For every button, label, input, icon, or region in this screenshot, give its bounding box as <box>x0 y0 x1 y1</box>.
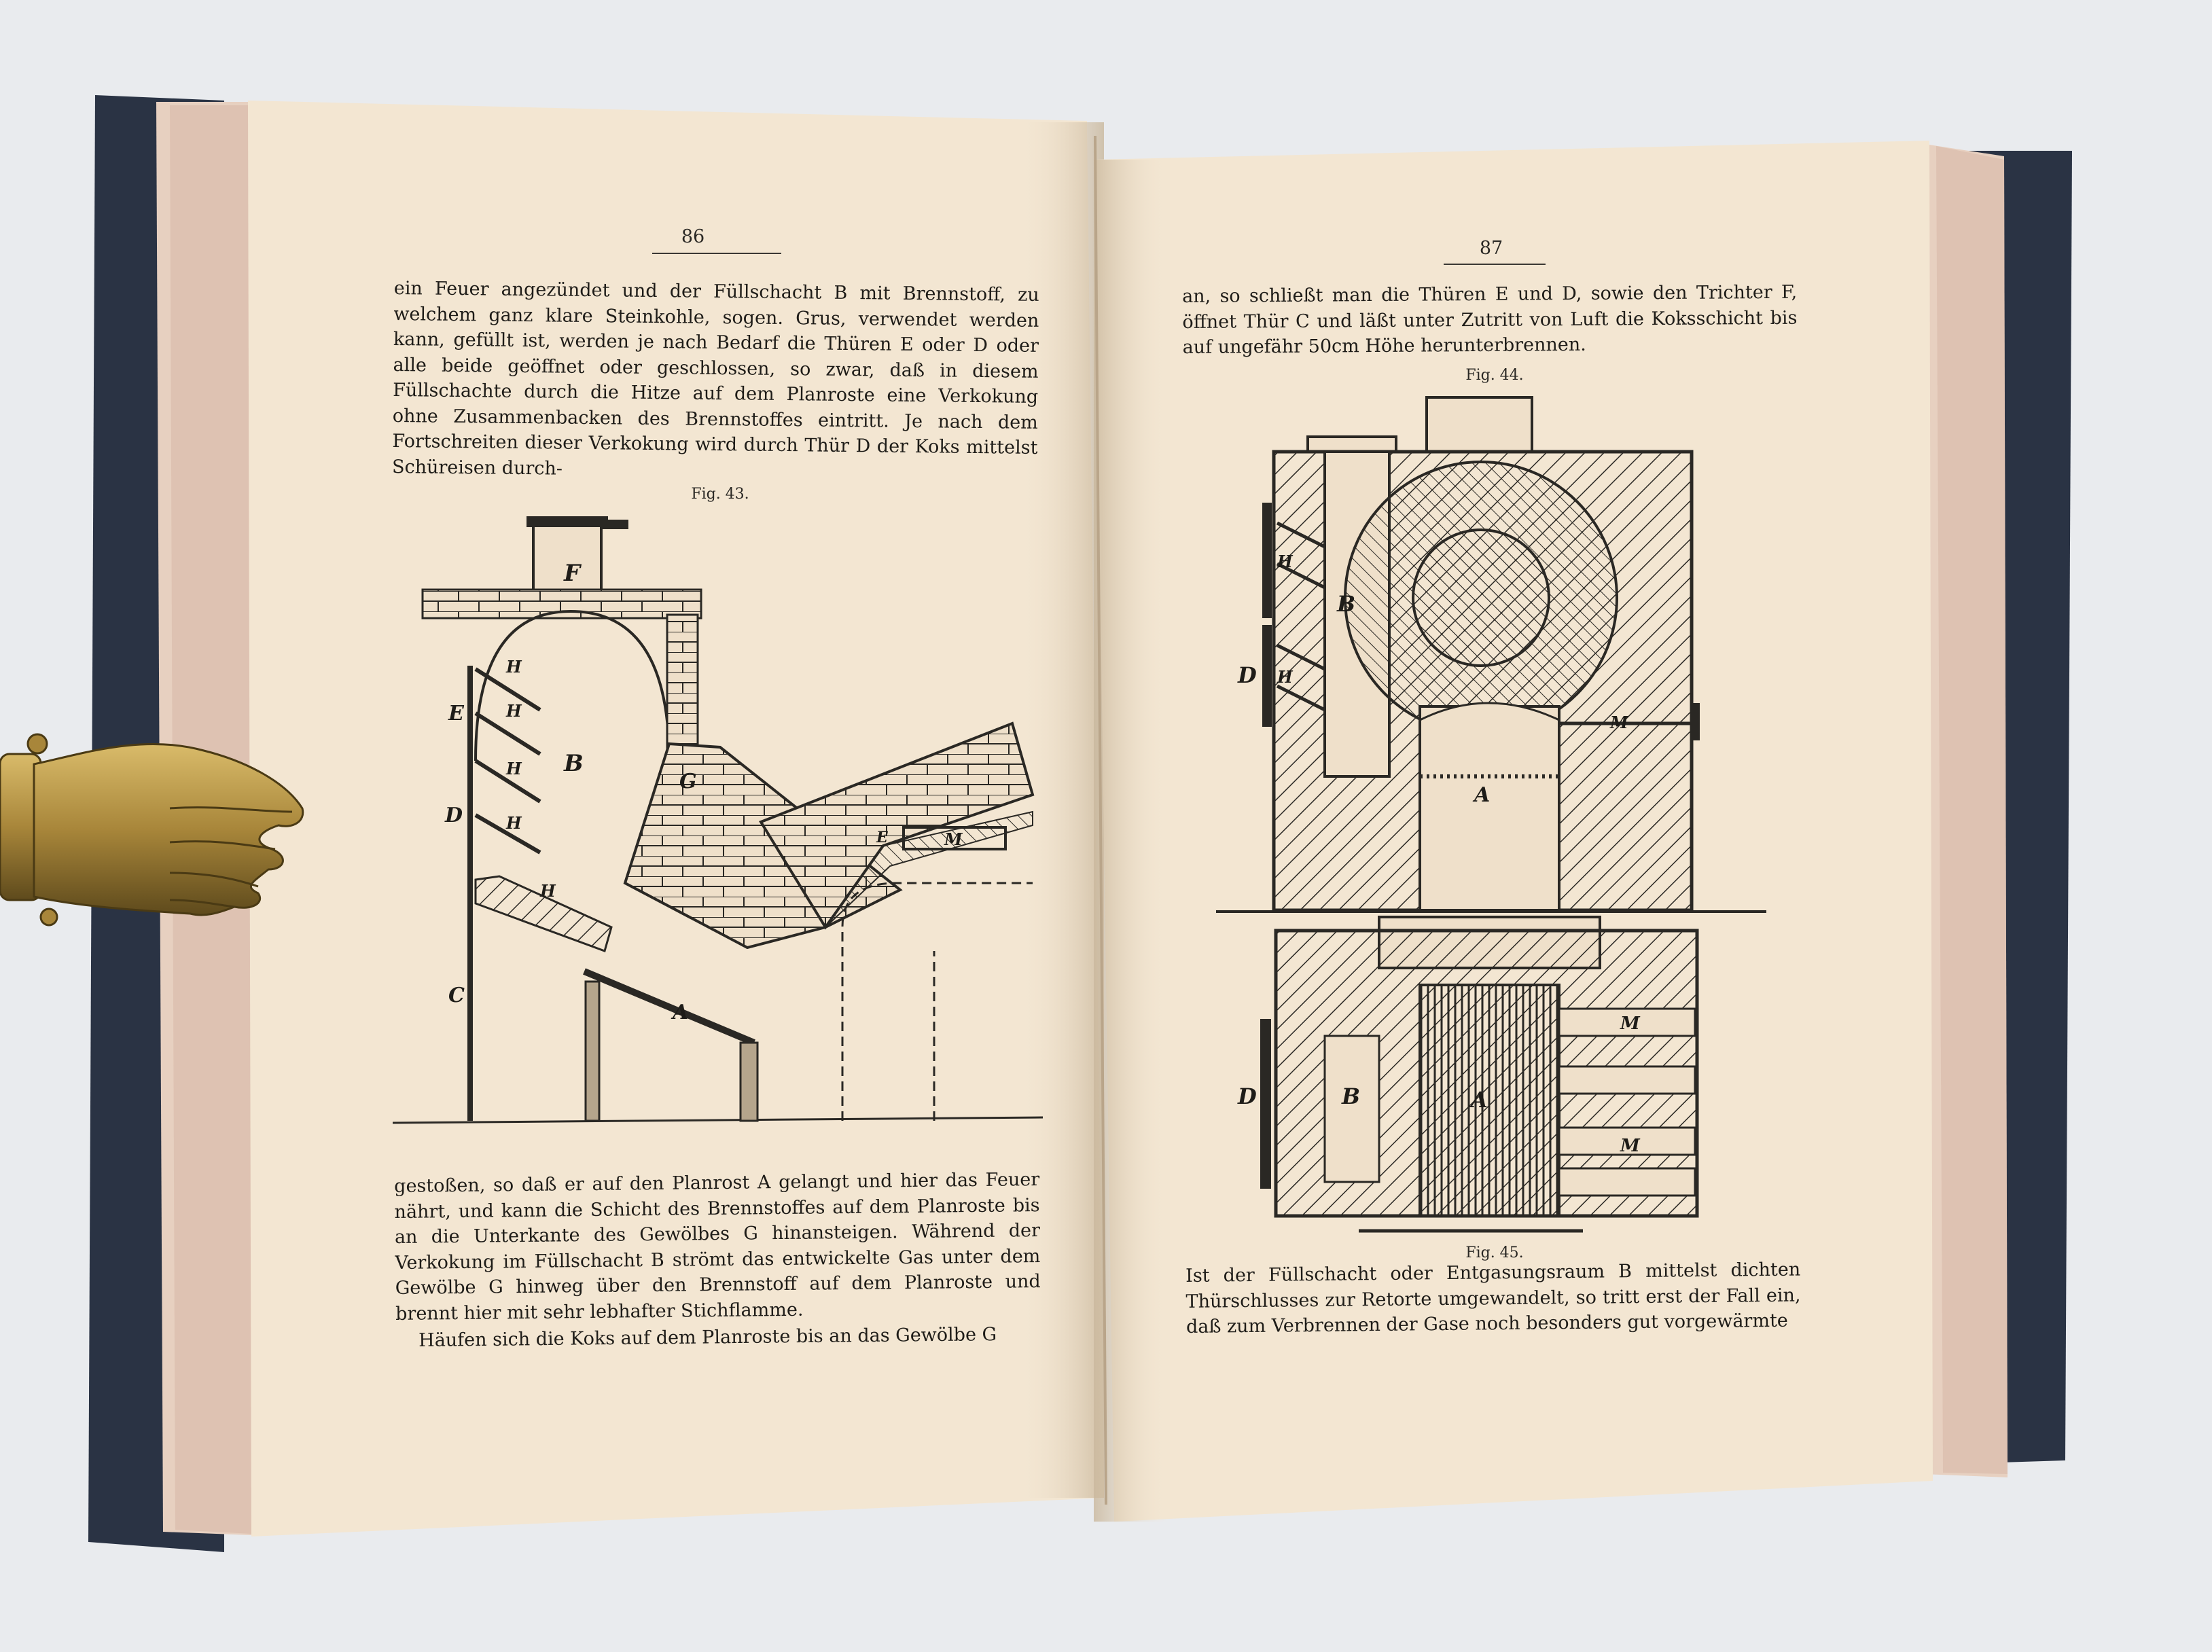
fig45-label-M1: M <box>1620 1013 1640 1034</box>
left-page-number: 86 <box>681 226 705 247</box>
figure-44 <box>1216 397 1766 912</box>
fig44-label-A: A <box>1474 783 1491 807</box>
fig45-label-M2: M <box>1620 1136 1640 1156</box>
fig45-label-B: B <box>1342 1083 1361 1109</box>
fig44-label-H1: H <box>1277 552 1293 571</box>
fig43-label-D: D <box>445 804 463 827</box>
fig43-label-E: E <box>448 702 464 725</box>
fig44-label-M: M <box>1610 713 1628 732</box>
fig43-label-G: G <box>679 770 697 793</box>
fig45-caption: Fig. 45. <box>1465 1244 1524 1261</box>
left-text-bottom-1: gestoßen, so daß er auf den Planrost A gelangt und hier das Feuer nährt, und kann die Schicht des Brennstoffes auf dem Planroste bis an die Unterkante des Gewölbes G hinansteigen. Während der Verkokung im Füllschacht B strömt das entwickelte Gas unter dem Gewölbe G hinweg über den Brennstoff auf dem Planroste und brennt hier mit sehr lebhafter Stichflamme. <box>394 1169 1041 1325</box>
fig44-label-D: D <box>1238 662 1257 688</box>
right-text-bottom: Ist der Füllschacht oder Entgasungsraum B mittelst dichten Thürschlusses zur Retorte umgewandelt, so tritt erst der Fall ein, daß zum Verbrennen der Gase noch besonders gut vorgewärmte <box>1185 1259 1801 1337</box>
fig43-label-H2: H <box>506 701 522 721</box>
fig43-label-H5: H <box>540 881 556 901</box>
fig43-label-A: A <box>673 1001 689 1024</box>
fig43-label-H4: H <box>506 813 522 833</box>
left-text-bottom-2: Häufen sich die Koks auf dem Planroste bis an das Gewölbe G <box>418 1324 997 1351</box>
fig43-label-C: C <box>448 984 465 1007</box>
fig44-label-B: B <box>1337 591 1356 617</box>
fig43-label-F: F <box>564 560 581 587</box>
fig45-label-A: A <box>1471 1087 1488 1113</box>
fig43-label-H1: H <box>506 657 522 677</box>
fig44-caption: Fig. 44. <box>1465 367 1524 384</box>
right-page-number: 87 <box>1479 238 1503 259</box>
fig43-label-H3: H <box>506 759 522 778</box>
fig45-label-D: D <box>1238 1083 1257 1109</box>
fig43-label-E2: E <box>876 829 888 846</box>
left-text-top: ein Feuer angezündet und der Füllschacht B mit Brennstoff, zu welchem ganz klare Steinkohle, sogen. Grus, verwendet werden kann, gefüllt ist, werden je nach Bedarf die Thüren E oder D oder alle beide geöffnet oder geschlossen, so zwar, daß in diesem Füllschachte durch die Hitze auf dem Planroste eine Verkokung ohne Zusammenbacken des Brennstoffes eintritt. Je nach dem Fortschreiten dieser Verkokung wird durch Thür D der Koks mittelst Schüreisen durch- <box>391 277 1039 480</box>
left-header-rule <box>652 253 781 254</box>
right-text-top: an, so schließt man die Thüren E und D, sowie den Trichter F, öffnet Thür C und läßt unter Zutritt von Luft die Koksschicht bis auf ungefähr 50cm Höhe herunterbrennen. <box>1182 281 1798 358</box>
fig43-label-B: B <box>564 750 584 777</box>
fig43-label-M: M <box>944 829 963 849</box>
fig43-caption: Fig. 43. <box>691 486 749 503</box>
fig44-label-H2: H <box>1277 667 1293 687</box>
figure-45 <box>1237 917 1697 1231</box>
right-header-rule <box>1444 264 1546 265</box>
